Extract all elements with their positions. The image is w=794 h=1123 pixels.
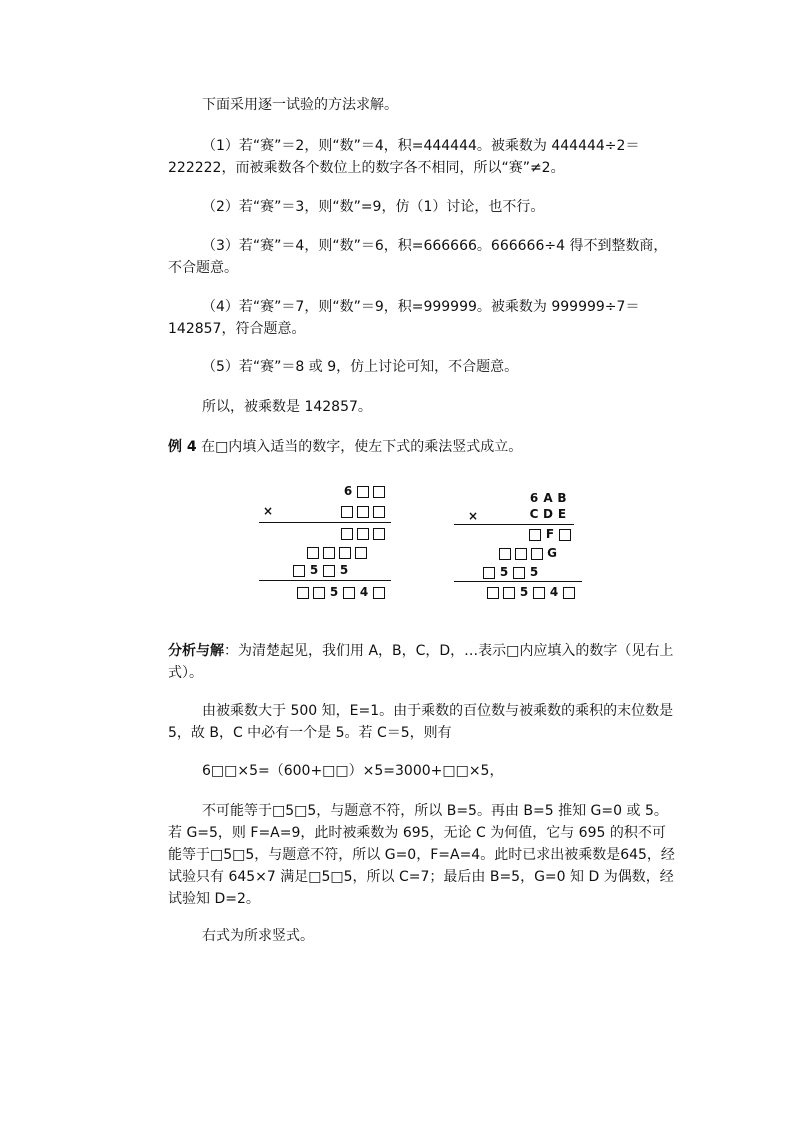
intro-line: 下面采用逐一试验的方法求解。 [202,97,398,113]
example-4 [168,436,678,458]
analysis-para-2: 由被乘数大于 500 知，E=1。由于乘数的百位数与被乘数的乘积的末位数是 5，故 B，C 中必有一个是 5。若 C＝5，则有 [168,703,674,741]
analysis [168,640,678,684]
case-1: （1）若“赛”＝2，则“数”＝4，积=444444。被乘数为 444444÷2＝222222，而被乘数各个数位上的数字各不相同，所以“赛”≠2。 [168,138,640,176]
formula-line: 6□□×5=（600+□□）×5=3000+□□×5， [202,763,504,779]
right-multiplication: 6 A B × C D E F G 5 5 5 4 [450,489,585,607]
example-text: 在□内填入适当的数字，使左下式的乘法竖式成立。 [201,439,523,455]
case-2: （2）若“赛”＝3，则“数”=9，仿（1）讨论，也不行。 [202,199,545,215]
analysis-para-3: 不可能等于□5□5，与题意不符，所以 B=5。再由 B=5 推知 G=0 或 5。若 G=5，则 F=A=9，此时被乘数为 695，无论 C 为何值，它与 695 的积不可能等于□5□5，与题意不符，所以 G=0，F=A=4。此时已求出被乘数是645，经试验只有 645×7 满足□5□5，所以 C=7；最后由 B=5，G=0 知 D 为偶数，经试验知 D=2。 [168,803,675,907]
left-multiplication: 6 × 5 5 5 4 [255,484,395,604]
example-label: 例 4 [168,439,197,455]
result-line: 所以，被乘数是 142857。 [202,399,372,415]
conclusion: 右式为所求竖式。 [202,928,314,944]
case-3: （3）若“赛”＝4，则“数”＝6，积=666666。666666÷4 得不到整数商，不合题意。 [168,238,668,276]
analysis-label: 分析与解 [168,643,224,659]
analysis-text: ：为清楚起见，我们用 A，B，C，D，…表示□内应填入的数字（见右上式）。 [168,643,674,681]
case-4: （4）若“赛”＝7，则“数”＝9，积=999999。被乘数为 999999÷7＝142857，符合题意。 [168,299,640,337]
case-5: （5）若“赛”＝8 或 9，仿上讨论可知，不合题意。 [202,359,519,375]
